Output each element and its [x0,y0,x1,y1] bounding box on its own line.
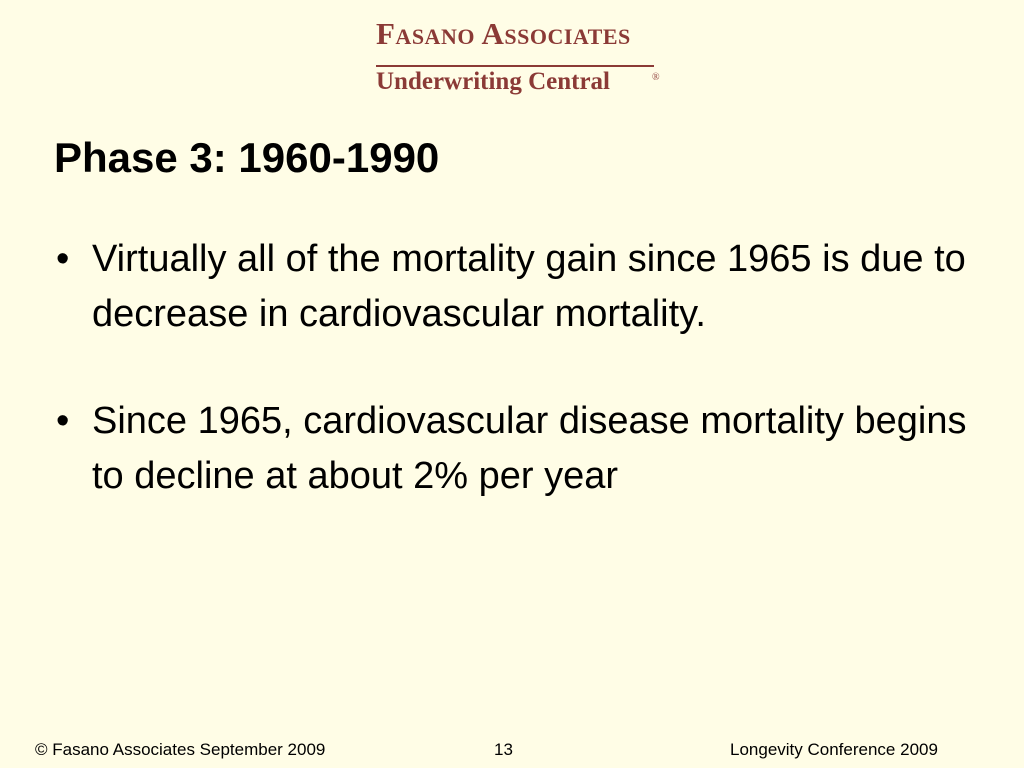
bullet-item [52,394,972,504]
logo-registered-mark: ® [652,72,660,83]
bullet-list [52,232,972,556]
company-logo [372,14,662,94]
bullet-marker: • [56,238,70,280]
logo-divider [376,65,654,67]
bullet-marker: • [56,400,70,442]
logo-subtitle: Underwriting Central [376,68,610,95]
footer-event-name: Longevity Conference 2009 [730,740,938,759]
bullet-text: Since 1965, cardiovascular disease mortality begins to decline at about 2% per year [92,400,967,497]
slide-title: Phase 3: 1960-1990 [54,134,440,181]
footer-page-number: 13 [494,740,513,759]
bullet-text: Virtually all of the mortality gain since 1965 is due to decrease in cardiovascular mortality. [92,238,966,335]
footer-copyright: © Fasano Associates September 2009 [35,740,326,759]
logo-company-name: Fasano Associates [376,16,631,51]
bullet-item [52,232,972,342]
